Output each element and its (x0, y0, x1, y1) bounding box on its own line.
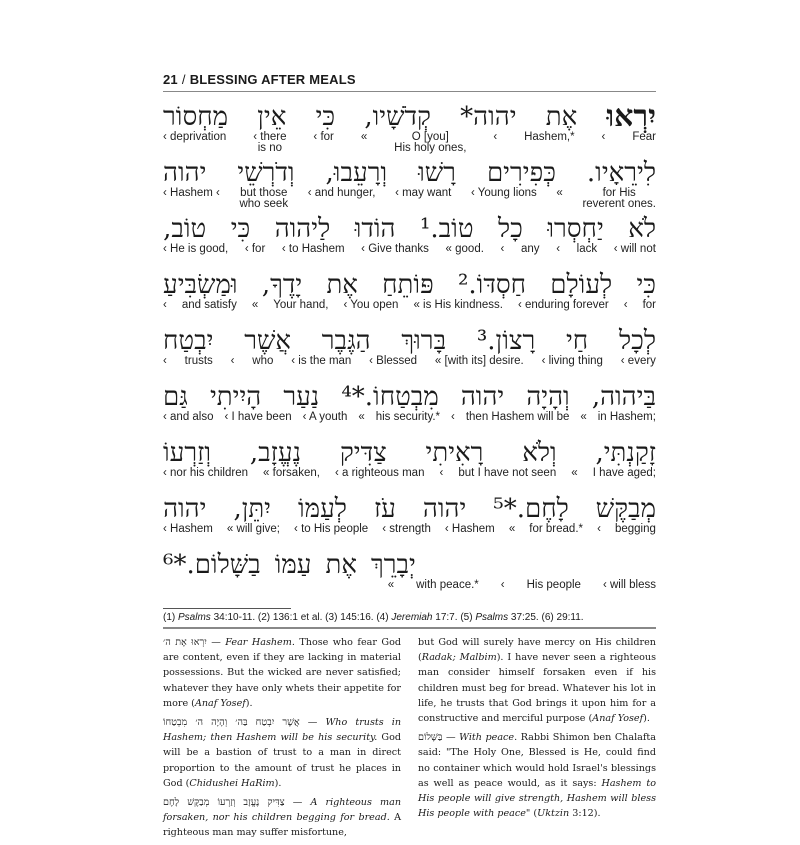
gloss-word: ‹ (556, 243, 561, 255)
hebrew-word: אֵין (257, 102, 287, 132)
hebrew-lemma: בַּשָּׁלוֹם (418, 732, 443, 744)
gloss-word: ‹ You open (343, 299, 399, 311)
english-gloss-line (163, 132, 656, 156)
gloss-word: ‹ Hashem (444, 523, 495, 535)
gloss-word: with peace.* (416, 579, 479, 591)
page-number: 21 (163, 72, 178, 87)
hebrew-word: כְּפִירִים (486, 158, 556, 188)
gloss-word: ‹ (230, 355, 235, 367)
hebrew-word: וְרָעֵבוּ, (325, 158, 388, 188)
gloss-word: ‹ nor his children (163, 467, 249, 479)
gloss-word: ‹ (439, 467, 444, 479)
gloss-word: « will give; (226, 523, 280, 535)
hebrew-word: מִבְטַחוֹ.*⁴ (341, 382, 439, 412)
commentary-right-column (418, 635, 656, 845)
gloss-word: « is His kindness. (413, 299, 503, 311)
commentary-text: ). I have never seen a righteous man consider himself forsaken even if his children must beg for bread. Whatever his lot in life, he trusts that God brings it upon him for a constructive and merciful purpose ( (418, 652, 656, 725)
source-footnotes (163, 609, 656, 629)
gloss-word: for His reverent ones. (582, 187, 656, 210)
commentary (163, 635, 656, 845)
gloss-word: trusts (184, 355, 213, 367)
hebrew-word: וּמַשְׂבִּיעַ (163, 270, 238, 300)
gloss-word: ‹ strength (382, 523, 431, 535)
footnote-book: Psalms (178, 612, 211, 623)
footnote-reference: 136:1 et al. (272, 612, 323, 623)
gloss-word: ‹ may want (395, 187, 452, 199)
english-gloss-line (163, 468, 656, 492)
commentary-text: 3:12). (569, 808, 601, 820)
hebrew-line (163, 99, 656, 134)
running-header (163, 72, 656, 92)
english-gloss-line (163, 188, 656, 212)
hebrew-word: יָדֶךָ, (261, 270, 303, 300)
footnote-number: (2) (257, 612, 271, 623)
commentary-text: Anaf Yosef (194, 697, 246, 709)
hebrew-word: וְלֹא (522, 438, 557, 468)
hebrew-word: זָקַנְתִּי, (595, 438, 656, 468)
hebrew-word: לְעוֹלָם (550, 270, 613, 300)
hebrew-word: וְזַרְעוֹ (163, 438, 212, 468)
verse-row (163, 158, 656, 212)
gloss-word: ‹ to His people (294, 523, 369, 535)
hebrew-line (163, 214, 656, 244)
commentary-text: Anaf Yosef (592, 713, 644, 725)
gloss-word: « (571, 467, 578, 479)
gloss-word: ‹ (500, 579, 505, 591)
gloss-word: ‹ (623, 299, 628, 311)
gloss-word: ‹ is the man (291, 355, 352, 367)
hebrew-word: רָצוֹן.³ (476, 326, 536, 356)
gloss-word: His people (526, 579, 581, 591)
verse-row (163, 494, 656, 548)
interlinear-verses (163, 99, 656, 594)
gloss-word: « (508, 523, 516, 535)
gloss-word: « (360, 131, 368, 143)
gloss-word: ‹ Hashem ‹ (163, 187, 220, 199)
hebrew-word: טוֹב.¹ (419, 214, 474, 244)
hebrew-word: יהוה (163, 494, 207, 524)
hebrew-word: קְדֹשָׁיו, (364, 102, 431, 132)
commentary-left-column (163, 635, 401, 845)
verse-row (163, 438, 656, 492)
prayer-book-page (163, 72, 656, 845)
commentary-text: Rabbi Shimon ben Chalafta said: "The Holy One, Blessed is He, could find no container which would hold Israel's blessings as well as peace would, as it says: (418, 732, 656, 789)
gloss-word: ‹ to Hashem (281, 243, 345, 255)
hebrew-word: יִתֵּן, (233, 494, 272, 524)
commentary-text: A righteous man forsaken, nor his children begging for bread. (163, 797, 401, 824)
hebrew-word: חַסְדּוֹ.² (457, 270, 527, 300)
gloss-word: ‹ will not (613, 243, 656, 255)
hebrew-word: נֶעֱזָב, (249, 438, 302, 468)
gloss-word: then Hashem will be (465, 411, 570, 423)
gloss-word: ‹ (493, 131, 498, 143)
hebrew-word: כָל (498, 214, 523, 244)
footnote-reference: 17:7. (435, 612, 458, 623)
gloss-word: ‹ (163, 299, 167, 311)
verse-row (163, 99, 656, 156)
verse-row (163, 214, 656, 268)
gloss-word: « (556, 187, 563, 199)
hebrew-line (163, 326, 656, 356)
hebrew-word: עַמּוֹ (274, 550, 312, 580)
commentary-paragraph (418, 635, 656, 726)
gloss-word: ‹ will bless (602, 579, 656, 591)
hebrew-word: גַּם (163, 382, 188, 412)
commentary-text: Who trusts in Hashem; then Hashem will be his security. (163, 717, 401, 744)
gloss-word: but those who seek (239, 187, 289, 210)
hebrew-line (163, 158, 656, 188)
commentary-text: — (284, 797, 311, 809)
commentary-paragraph (163, 795, 401, 841)
verse-row (163, 382, 656, 436)
hebrew-lemma: צַדִּיק נֶעֱזָב וְזַרְעוֹ מְבַקֶּשׁ לָחֶם (163, 797, 285, 809)
hebrew-word: יהוה (422, 494, 467, 524)
gloss-word: « forsaken, (263, 467, 320, 479)
commentary-text: ). (245, 697, 253, 709)
footnote-number: (5) (460, 612, 473, 623)
footnote-reference: 29:11. (556, 612, 584, 623)
hebrew-word: בַשָּׁלוֹם.*⁶ (163, 550, 261, 580)
gloss-word: « good. (445, 243, 484, 255)
commentary-text: God will be a bastion of trust to a man in direct proportion to the amount of trust he places in God ( (163, 732, 402, 789)
hebrew-word: לֹא (628, 214, 656, 244)
gloss-word: « (358, 411, 365, 423)
hebrew-word: יִבְטַח (163, 326, 214, 356)
hebrew-word: כִּי (230, 214, 251, 244)
gloss-word: lack (576, 243, 598, 255)
gloss-word: any (521, 243, 540, 255)
gloss-word: ‹ Blessed (369, 355, 418, 367)
hebrew-word: בָּרוּךְ (401, 326, 447, 356)
header-separator: / (181, 72, 186, 87)
hebrew-line (163, 382, 656, 412)
gloss-word: ‹ living thing (541, 355, 603, 367)
footnote-reference: 34:10-11. (213, 612, 256, 623)
gloss-word: « (580, 411, 587, 423)
footnote-book: Jeremiah (391, 612, 433, 623)
gloss-word: ‹ (500, 243, 505, 255)
hebrew-word: וְדֹרְשֵׁי (237, 158, 295, 188)
gloss-word: ‹ and also (163, 411, 214, 423)
hebrew-word: נַעַר (283, 382, 320, 412)
gloss-word: his security.* (375, 411, 441, 423)
gloss-word: but I have not seen (458, 467, 557, 479)
gloss-word: I have aged; (592, 467, 656, 479)
hebrew-word: אֶת (545, 102, 578, 132)
hebrew-word: רָשׁוּ (418, 158, 456, 188)
gloss-word: Fear (632, 131, 656, 143)
commentary-paragraph (163, 715, 401, 791)
hebrew-word: לָחֶם.*⁵ (493, 494, 569, 524)
verse-row (163, 550, 656, 594)
footnote-number: (6) (541, 612, 554, 623)
hebrew-lemma: יִרְאוּ אֶת ה׳ (163, 637, 207, 648)
gloss-word: ‹ there is no (253, 131, 287, 154)
footnote-reference: 37:25. (510, 612, 539, 623)
hebrew-word: יְבָרֵךְ (370, 550, 416, 580)
gloss-word: ‹ Give thanks (361, 243, 429, 255)
hebrew-lemma: אֲשֶׁר יִבְטַח בַּה׳ וְהָיָה ה׳ מִבְטַחוֹ (163, 717, 300, 729)
gloss-word: Your hand, (273, 299, 329, 311)
hebrew-line (163, 550, 656, 580)
hebrew-word: הַגֶּבֶר (321, 326, 371, 356)
commentary-text: Fear Hashem. (225, 637, 295, 648)
hebrew-line (163, 438, 656, 468)
gloss-word: ‹ deprivation (163, 131, 227, 143)
gloss-word: Hashem,* (524, 131, 575, 143)
commentary-text: Hashem to His people will give strength, Hashem will bless His people with peace (418, 777, 656, 820)
hebrew-word: לַיהוה (274, 214, 331, 244)
commentary-text: A righteous man may suffer misfortune, (163, 812, 401, 839)
gloss-word: who (252, 355, 274, 367)
commentary-text: Radak; Malbim (421, 652, 497, 664)
gloss-word: ‹ Young lions (470, 187, 537, 199)
commentary-text: but God will surely have mercy on His children ( (418, 637, 656, 664)
commentary-paragraph (163, 635, 401, 711)
page-title: BLESSING AFTER MEALS (189, 72, 356, 87)
gloss-word: for (642, 299, 656, 311)
hebrew-word: כִּי (636, 270, 656, 300)
hebrew-word: עֹז (373, 494, 396, 524)
gloss-word: ‹ I have been (224, 411, 292, 423)
english-gloss-line (163, 412, 656, 436)
gloss-word: ‹ Hashem (163, 523, 213, 535)
hebrew-word: לְכָל (618, 326, 656, 356)
hebrew-word: יהוה (163, 158, 207, 188)
hebrew-word: כִּי (315, 102, 336, 132)
commentary-paragraph (418, 730, 656, 821)
hebrew-word: לִירֵאָיו. (586, 158, 656, 188)
hebrew-word: הָיִיתִי (209, 382, 262, 412)
commentary-text: — (299, 717, 326, 729)
gloss-word: « (387, 579, 395, 591)
hebrew-word: טוֹב, (163, 214, 207, 244)
hebrew-word: מַחְסוֹר (163, 102, 229, 132)
hebrew-word: אֲשֶׁר (244, 326, 292, 356)
commentary-text: With peace. (459, 732, 518, 744)
commentary-text: — (442, 732, 460, 744)
english-gloss-line (163, 244, 656, 268)
hebrew-word: בַּיהוה, (591, 382, 656, 412)
gloss-word: ‹ (601, 131, 606, 143)
hebrew-word: צַדִּיק (339, 438, 387, 468)
footnote-number: (1) (163, 612, 176, 623)
hebrew-word: פּוֹתֵחַ (382, 270, 434, 300)
commentary-text: ). (274, 777, 282, 789)
commentary-text: " ( (525, 808, 538, 820)
english-gloss-line (163, 580, 656, 594)
footnote-number: (3) (325, 612, 338, 623)
gloss-word: ‹ and hunger, (307, 187, 376, 199)
footnote-number: (4) (376, 612, 389, 623)
gloss-word: ‹ every (620, 355, 656, 367)
gloss-word: ‹ a righteous man (334, 467, 425, 479)
verse-row (163, 326, 656, 380)
hebrew-line (163, 494, 656, 524)
hebrew-word: רָאִיתִי (425, 438, 484, 468)
english-gloss-line (163, 300, 656, 324)
gloss-word: ‹ for (313, 131, 334, 143)
gloss-word: « [with its] desire. (434, 355, 524, 367)
hebrew-word: חַי (565, 326, 589, 356)
hebrew-word: יַחְסְרוּ (547, 214, 604, 244)
hebrew-word: אֶת (325, 550, 357, 580)
gloss-word: ‹ He is good, (163, 243, 229, 255)
gloss-word: ‹ (451, 411, 455, 423)
footnote-reference: 145:16. (340, 612, 374, 623)
commentary-text: ). (643, 713, 650, 725)
commentary-text: Those who fear God are content, even if they are lacking in material possessions. But the wicked are never satisfied; whatever they have only whets their appetite for more ( (163, 637, 402, 709)
hebrew-word: יהוה* (460, 102, 517, 132)
gloss-word: ‹ enduring forever (517, 299, 609, 311)
verse-row (163, 270, 656, 324)
commentary-text: Uktzin (537, 808, 570, 820)
hebrew-word: יִרְאוּ (606, 99, 656, 134)
english-gloss-line (163, 356, 656, 380)
hebrew-word: מְבַקֶּשׁ (595, 494, 656, 524)
gloss-word: ‹ for (244, 243, 266, 255)
gloss-word: in Hashem; (597, 411, 656, 423)
english-gloss-line (163, 524, 656, 548)
hebrew-line (163, 270, 656, 300)
hebrew-word: לְעַמּוֹ (298, 494, 347, 524)
gloss-word: ‹ A youth (302, 411, 348, 423)
hebrew-word: אֶת (326, 270, 358, 300)
gloss-word: and satisfy (181, 299, 237, 311)
hebrew-word: וְהָיָה (526, 382, 570, 412)
hebrew-word: יהוה (460, 382, 505, 412)
commentary-text: Chidushei HaRim (189, 777, 275, 789)
gloss-word: O [you] His holy ones, (394, 131, 467, 154)
gloss-word: « (251, 299, 259, 311)
gloss-word: ‹ (163, 355, 167, 367)
gloss-word: ‹ (597, 523, 601, 535)
hebrew-word: הוֹדוּ (354, 214, 396, 244)
gloss-word: for bread.* (529, 523, 583, 535)
commentary-text: — (206, 637, 226, 648)
gloss-word: begging (614, 523, 656, 535)
footnote-book: Psalms (475, 612, 509, 623)
